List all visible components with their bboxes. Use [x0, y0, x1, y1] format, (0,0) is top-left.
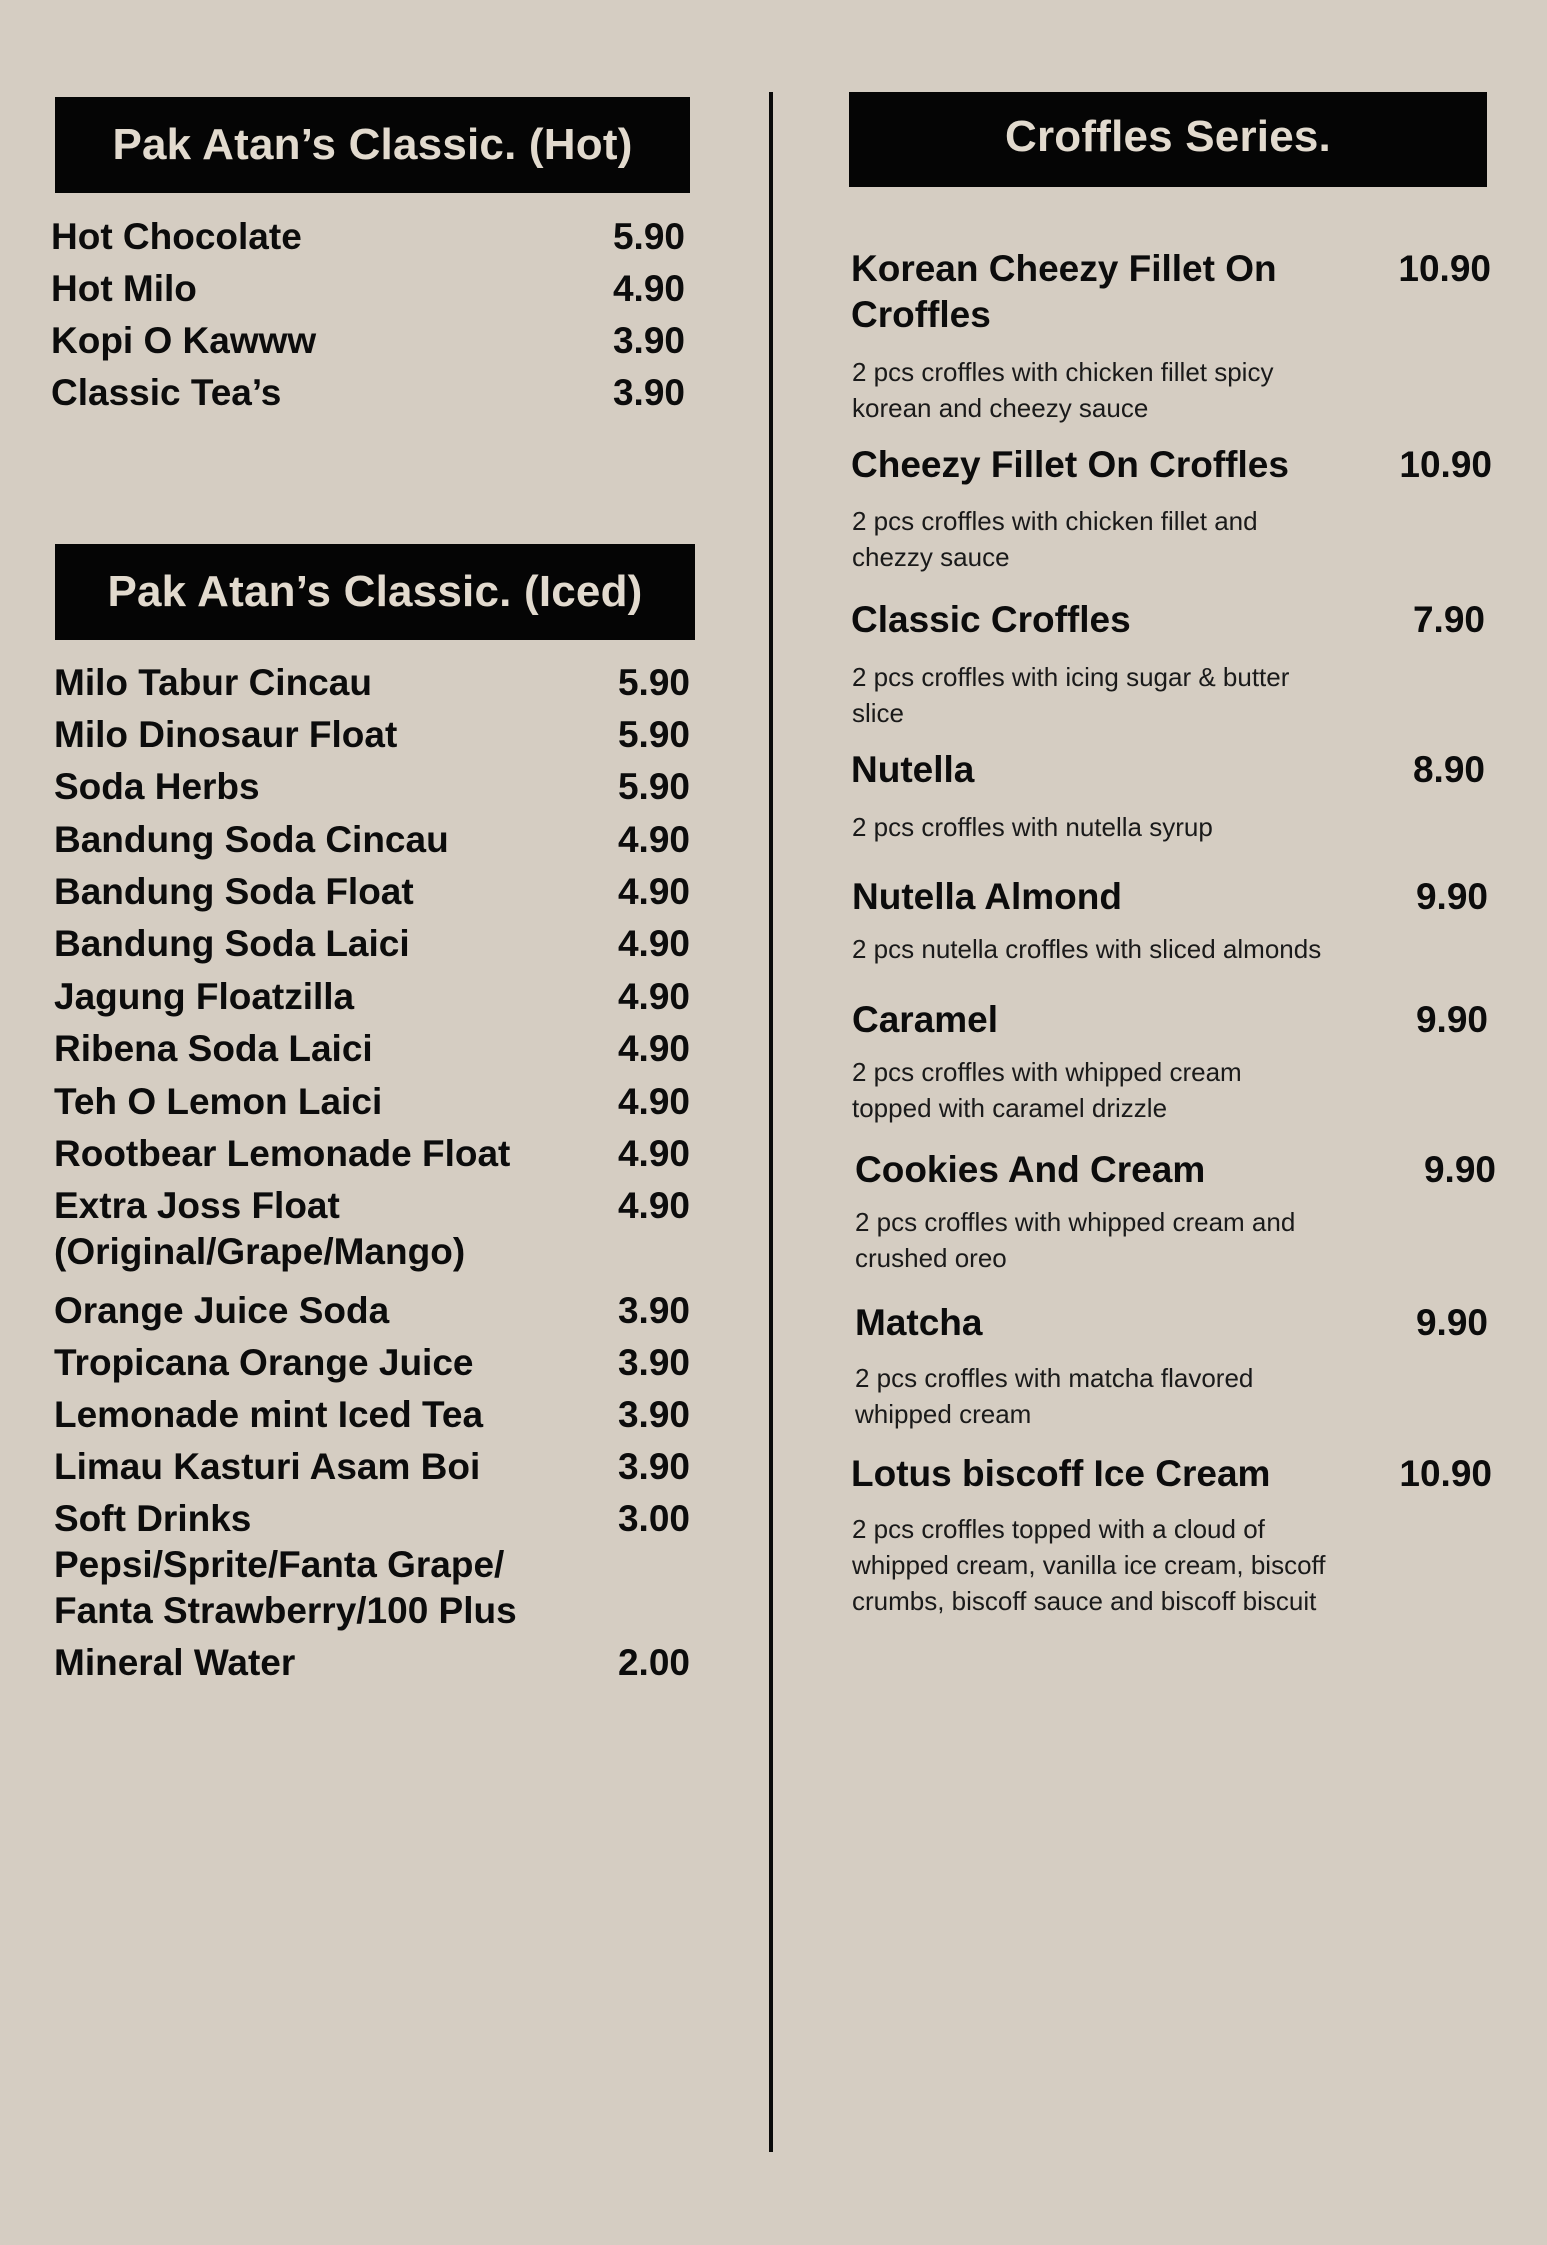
menu-item-name: Rootbear Lemonade Float: [54, 1133, 511, 1174]
menu-item-name: Orange Juice Soda: [54, 1290, 390, 1331]
menu-item-name: Hot Chocolate: [51, 216, 302, 257]
menu-item-name: Soft Drinks Pepsi/Sprite/Fanta Grape/ Fanta Strawberry/100 Plus: [54, 1498, 517, 1631]
menu-item-price: 4.90: [617, 819, 690, 860]
menu-item-price: 4.90: [617, 1133, 690, 1174]
croffle-item-description: 2 pcs croffles with whipped cream topped with caramel drizzle: [852, 1057, 1242, 1123]
menu-item-price: 3.90: [612, 320, 685, 361]
croffle-item-price: 10.90: [1398, 248, 1491, 289]
croffle-item-description: 2 pcs croffles with nutella syrup: [852, 812, 1213, 842]
menu-item-name: Milo Dinosaur Float: [54, 714, 398, 755]
menu-item-price: 5.90: [617, 714, 690, 755]
menu-item-price: 3.90: [617, 1342, 690, 1383]
hot-section-title: Pak Atan’s Classic. (Hot): [55, 97, 690, 193]
croffle-item-price: 10.90: [1399, 1453, 1492, 1494]
menu-item-name: Bandung Soda Laici: [54, 923, 410, 964]
croffle-item-price: 7.90: [1412, 599, 1485, 640]
column-divider: [769, 92, 773, 2152]
menu-item-price: 3.90: [617, 1446, 690, 1487]
iced-section-title: Pak Atan’s Classic. (Iced): [55, 544, 695, 640]
menu-item-name: Hot Milo: [51, 268, 197, 309]
menu-item-name: Mineral Water: [54, 1642, 296, 1683]
menu-item-name: Kopi O Kawww: [51, 320, 317, 361]
menu-item-price: 4.90: [617, 923, 690, 964]
croffle-item-description: 2 pcs nutella croffles with sliced almonds: [852, 934, 1322, 964]
croffle-item-name: Cheezy Fillet On Croffles: [851, 444, 1289, 485]
menu-item-name: Teh O Lemon Laici: [54, 1081, 383, 1122]
croffle-item-price: 8.90: [1412, 749, 1485, 790]
menu-item-price: 4.90: [612, 268, 685, 309]
croffle-item-name: Nutella Almond: [852, 876, 1122, 917]
croffle-item-description: 2 pcs croffles with chicken fillet and chezzy sauce: [852, 506, 1258, 572]
croffle-item-description: 2 pcs croffles with icing sugar & butter slice: [852, 662, 1290, 728]
croffle-item-description: 2 pcs croffles topped with a cloud of whipped cream, vanilla ice cream, biscoff crumbs, biscoff sauce and biscoff biscuit: [852, 1514, 1326, 1616]
croffle-item-price: 10.90: [1399, 444, 1492, 485]
croffle-item-name: Matcha: [855, 1302, 983, 1343]
menu-item-name: Soda Herbs: [54, 766, 260, 807]
croffle-item-name: Nutella: [851, 749, 975, 790]
croffle-item-name: Lotus biscoff Ice Cream: [851, 1453, 1271, 1494]
menu-item-name: Bandung Soda Float: [54, 871, 414, 912]
menu-item-price: 4.90: [617, 1185, 690, 1226]
menu-item-price: 5.90: [617, 766, 690, 807]
menu-item-price: 3.00: [617, 1498, 690, 1539]
menu-item-name: Limau Kasturi Asam Boi: [54, 1446, 481, 1487]
menu-item-name: Lemonade mint Iced Tea: [54, 1394, 484, 1435]
menu-item-price: 3.90: [617, 1394, 690, 1435]
croffle-item-price: 9.90: [1415, 876, 1488, 917]
menu-item-name: Ribena Soda Laici: [54, 1028, 373, 1069]
menu-item-name: Bandung Soda Cincau: [54, 819, 449, 860]
menu-item-price: 4.90: [617, 976, 690, 1017]
menu-item-name: Classic Tea’s: [51, 372, 282, 413]
menu-item-name: Milo Tabur Cincau: [54, 662, 372, 703]
menu-item-name: Jagung Floatzilla: [54, 976, 355, 1017]
menu-item-name: Tropicana Orange Juice: [54, 1342, 474, 1383]
menu-item-price: 3.90: [612, 372, 685, 413]
menu-item-price: 5.90: [617, 662, 690, 703]
croffle-item-name: Caramel: [852, 999, 999, 1040]
croffle-item-name: Korean Cheezy Fillet On Croffles: [851, 248, 1277, 335]
menu-item-price: 4.90: [617, 871, 690, 912]
menu-item-price: 5.90: [612, 216, 685, 257]
menu-item-price: 4.90: [617, 1028, 690, 1069]
croffle-item-name: Classic Croffles: [851, 599, 1131, 640]
croffle-item-name: Cookies And Cream: [855, 1149, 1206, 1190]
croffles-section-title: Croffles Series.: [849, 92, 1487, 187]
menu-item-price: 4.90: [617, 1081, 690, 1122]
croffle-item-price: 9.90: [1415, 999, 1488, 1040]
menu-item-price: 2.00: [617, 1642, 690, 1683]
menu-item-name: Extra Joss Float (Original/Grape/Mango): [54, 1185, 466, 1272]
croffle-item-price: 9.90: [1423, 1149, 1496, 1190]
croffle-item-description: 2 pcs croffles with whipped cream and crushed oreo: [855, 1207, 1296, 1273]
croffle-item-description: 2 pcs croffles with matcha flavored whipped cream: [855, 1363, 1254, 1429]
croffle-item-price: 9.90: [1415, 1302, 1488, 1343]
croffle-item-description: 2 pcs croffles with chicken fillet spicy korean and cheezy sauce: [852, 357, 1274, 423]
menu-item-price: 3.90: [617, 1290, 690, 1331]
